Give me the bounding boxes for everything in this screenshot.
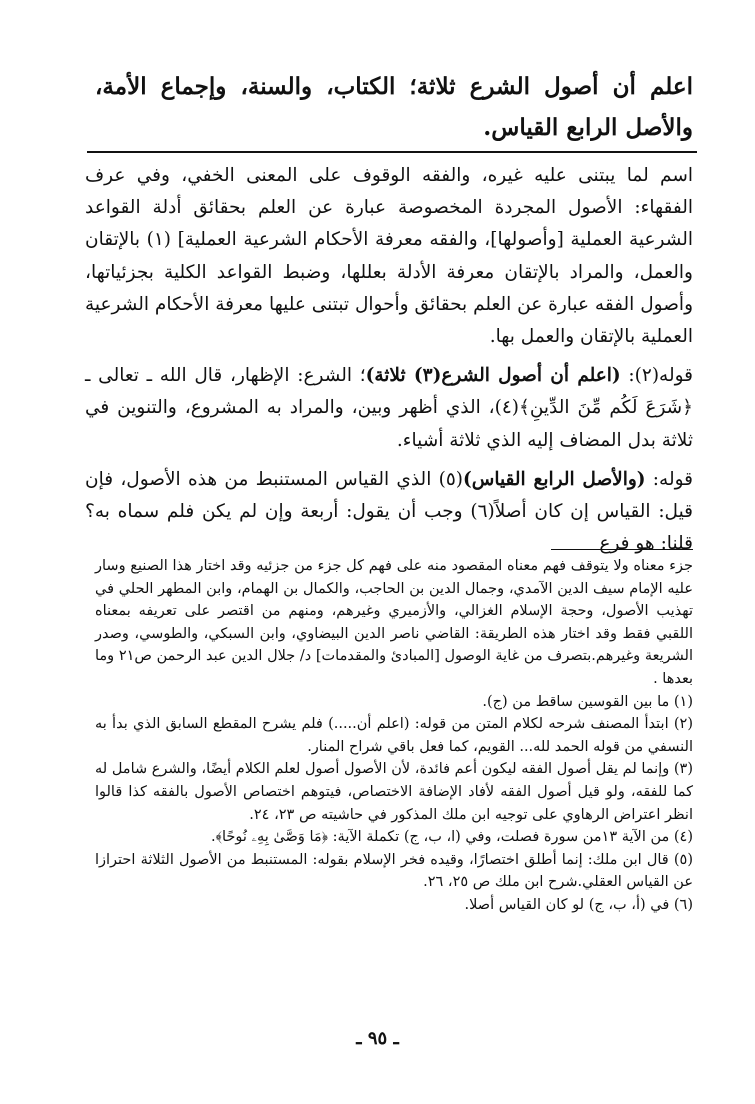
- matn-separator-rule: [87, 151, 697, 153]
- quoted-matn: (اعلم أن أصول الشرع(٣) ثلاثة): [365, 365, 621, 387]
- commentary-body: [85, 160, 693, 567]
- commentary-text: (٥) الذي القياس المستنبط من هذه الأصول، فإن قيل: القياس إن كان أصلاً(٦) وجب أن يقول: أربعة وإن لم يكن فلم سماه به؟ قلنا: هو فرع: [85, 468, 693, 555]
- footnote: (٣) وإنما لم يقل أصول الفقه ليكون أعم فائدة، لأن الأصول أصول لعلم الكلام أيضًا، والشرع شامل له كما للفقه، ولو قيل أصول الفقه لأفاد الإضافة الاختصاص، فيتوهم اختصاص الأصول بالفقه كذا قالوا انظر اعتراض الرهاوي على توجيه ابن ملك المذكور في حاشيته ص ٢٣، ٢٤.: [95, 761, 693, 823]
- footnote-continuation: جزء معناه ولا يتوقف فهم معناه المقصود منه على فهم كل جزء من جزئيه وقد اختار هذا الصنيع وسار عليه الإمام سيف الدين الآمدي، وجمال الدين بن الحاجب، والكمال بن الهمام، وابن المطهر الحلي في تهذيب الأصول، وحجة الإسلام الغزالي، والأزميري وغيرهم، ومنهم من اقتصر على تعريفه بمعناه اللقبي فقط وقد اختار هذه الطريقة: القاضي ناصر الدين البيضاوي، وابن السبكي، والطوسي، وصدر الشريعة وغيرهم.بتصرف من غاية الوصول [المبادئ والمقدمات] د/ جلال الدين عبد الرحمن ص٢١ وما بعدها .: [95, 558, 694, 687]
- footnote: (٤) من الآية ١٣من سورة فصلت، وفي (ا، ب، ج) تكملة الآية: ﴿مَا وَصَّىٰ بِهِۦ نُوحًا﴾.: [210, 829, 693, 846]
- footnote: (١) ما بين القوسين ساقط من (ج).: [482, 693, 693, 710]
- page-number: ـ ٩٥ ـ: [356, 1028, 399, 1049]
- footnote: (٢) ابتدأ المصنف شرحه لكلام المتن من قوله: (اعلم أن.....) فلم يشرح المقطع السابق الذي بدأ به النسفي من قوله الحمد لله... القويم، كما فعل باقي شراح المنار.: [95, 716, 693, 755]
- commentary-paragraph-1: اسم لما يبتنى عليه غيره، والفقه الوقوف على المعنى الخفي، وفي عرف الفقهاء: الأصول المجردة المخصوصة عبارة عن العلم بحقائق أدلة القواعد الشرعية العملية [وأصولها]، والفقه معرفة الأحكام الشرعية العملية] (١) بالإتقان والعمل، والمراد بالإتقان معرفة الأدلة بعللها، وضبط القواعد الكلية بجزئياتها، وأصول الفقه عبارة عن العلم بحقائق وأحوال تبتنى عليها معرفة الأحكام الشرعية العملية بالإتقان والعمل بها.: [85, 165, 693, 348]
- quoted-matn: (والأصل الرابع القياس): [462, 468, 646, 490]
- footnotes: [95, 555, 693, 917]
- commentary-lead: قوله:: [645, 468, 693, 490]
- commentary-lead: قوله(٢):: [620, 365, 693, 387]
- footnote: (٦) في (أ، ب، ج) لو كان القياس أصلا.: [464, 896, 693, 913]
- commentary-paragraph-2: [85, 360, 693, 457]
- footnote: (٥) قال ابن ملك: إنما أطلق اختصارًا، وقيده فخر الإسلام بقوله: المستنبط من الأصول الثلاثة احترازا عن القياس العقلي.شرح ابن ملك ص ٢٥، ٢٦.: [95, 851, 693, 891]
- commentary-paragraph-3: [85, 464, 693, 561]
- matn-heading: اعلم أن أصول الشرع ثلاثة؛ الكتاب، والسنة، وإجماع الأمة، والأصل الرابع القياس.: [95, 73, 693, 141]
- footnote-separator-rule: [551, 549, 693, 550]
- commentary-text: ؛ الشرع: الإظهار، قال الله ـ تعالى ـ ﴿شَرَعَ لَكُم مِّنَ الدِّينِ﴾(٤)، الذي أظهر وبين، والمراد به المشروع، والتنوين في ثلاثة بدل المضاف إليه الذي ثلاثة أشياء.: [85, 365, 693, 451]
